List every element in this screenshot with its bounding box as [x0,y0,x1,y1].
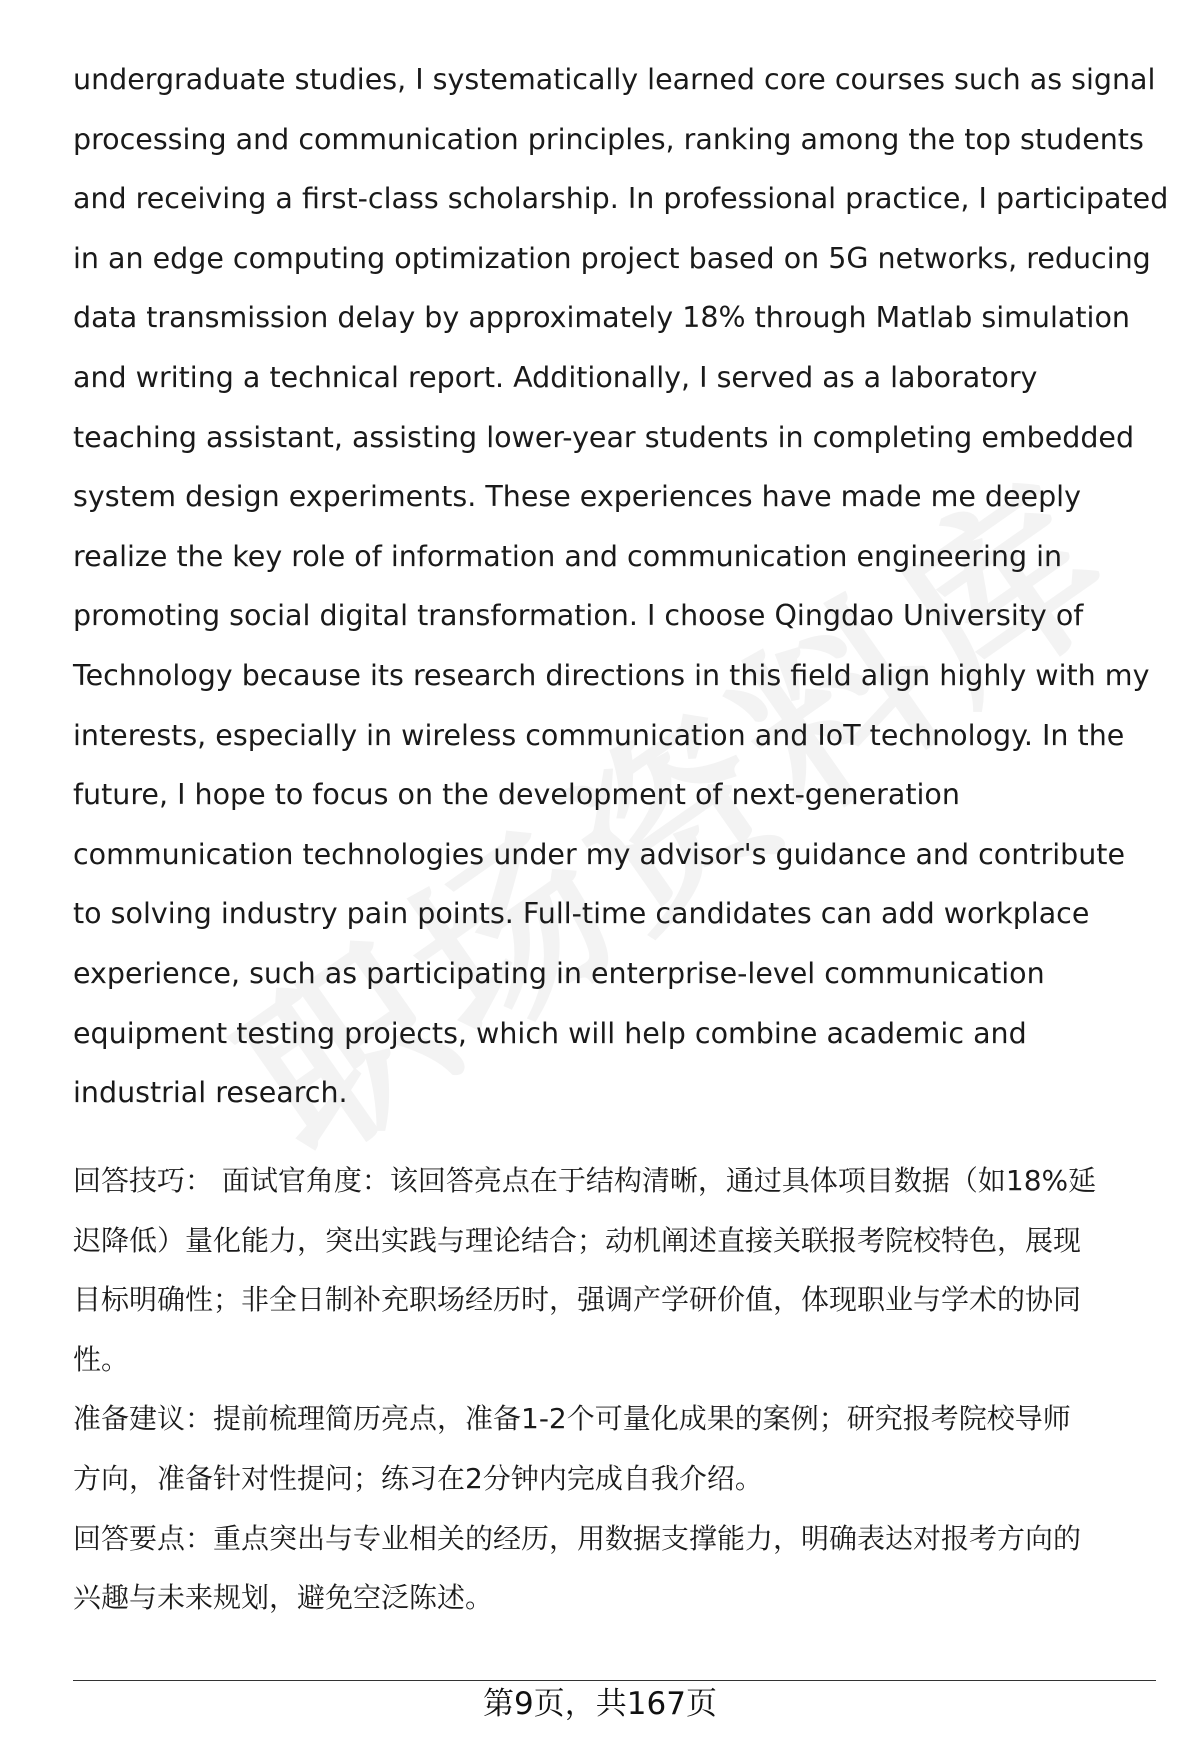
key-points-line: 兴趣与未来规划，避免空泛陈述。 [73,1581,494,1615]
tips-line: 迟降低）量化能力，突出实践与理论结合；动机阐述直接关联报考院校特色，展现 [73,1223,1082,1257]
paragraph-line: to solving industry pain points. Full-time candidates can add workplace [73,897,1090,931]
paragraph-line: experience, such as participating in enterprise-level communication [73,956,1045,990]
paragraph-line: data transmission delay by approximately 18% through Matlab simulation [73,301,1130,335]
tips-line: 目标明确性；非全日制补充职场经历时，强调产学研价值，体现职业与学术的协同 [73,1283,1082,1317]
paragraph-line: communication technologies under my advisor's guidance and contribute [73,837,1125,871]
tips-line: 性。 [73,1342,130,1376]
paragraph-line: teaching assistant, assisting lower-year students in completing embedded [73,420,1135,454]
paragraph-line: in an edge computing optimization project based on 5G networks, reducing [73,241,1151,275]
preparation-advice-line: 准备建议：提前梳理简历亮点，准备1-2个可量化成果的案例；研究报考院校导师 [73,1402,1071,1436]
paragraph-line: promoting social digital transformation. I choose Qingdao University of [73,599,1084,633]
paragraph-line: system design experiments. These experiences have made me deeply [73,480,1081,514]
answer-tips-section [73,1151,1163,1628]
preparation-advice-line: 方向，准备针对性提问；练习在2分钟内完成自我介绍。 [73,1461,763,1495]
paragraph-line: undergraduate studies, I systematically learned core courses such as signal [73,63,1156,96]
key-points-line: 回答要点：重点突出与专业相关的经历，用数据支撑能力，明确表达对报考方向的 [73,1521,1082,1555]
footer-divider [73,1680,1156,1681]
paragraph-line: and writing a technical report. Additionally, I served as a laboratory [73,360,1038,394]
paragraph-line: equipment testing projects, which will help combine academic and [73,1016,1027,1050]
paragraph-line: industrial research. [73,1076,348,1110]
paragraph-line: realize the key role of information and communication engineering in [73,539,1063,573]
page-number: 第9页，共167页 [483,1686,717,1722]
answer-paragraph [73,50,1169,1123]
paragraph-line: and receiving a first-class scholarship. In professional practice, I participated [73,182,1169,216]
tips-line: 回答技巧： 面试官角度：该回答亮点在于结构清晰，通过具体项目数据（如18%延 [73,1164,1097,1197]
paragraph-line: Technology because its research directions in this field align highly with my [73,658,1150,692]
paragraph-line: future, I hope to focus on the development of next-generation [73,778,960,812]
paragraph-line: processing and communication principles, ranking among the top students [73,122,1144,156]
paragraph-line: interests, especially in wireless communication and IoT technology. In the [73,718,1125,752]
